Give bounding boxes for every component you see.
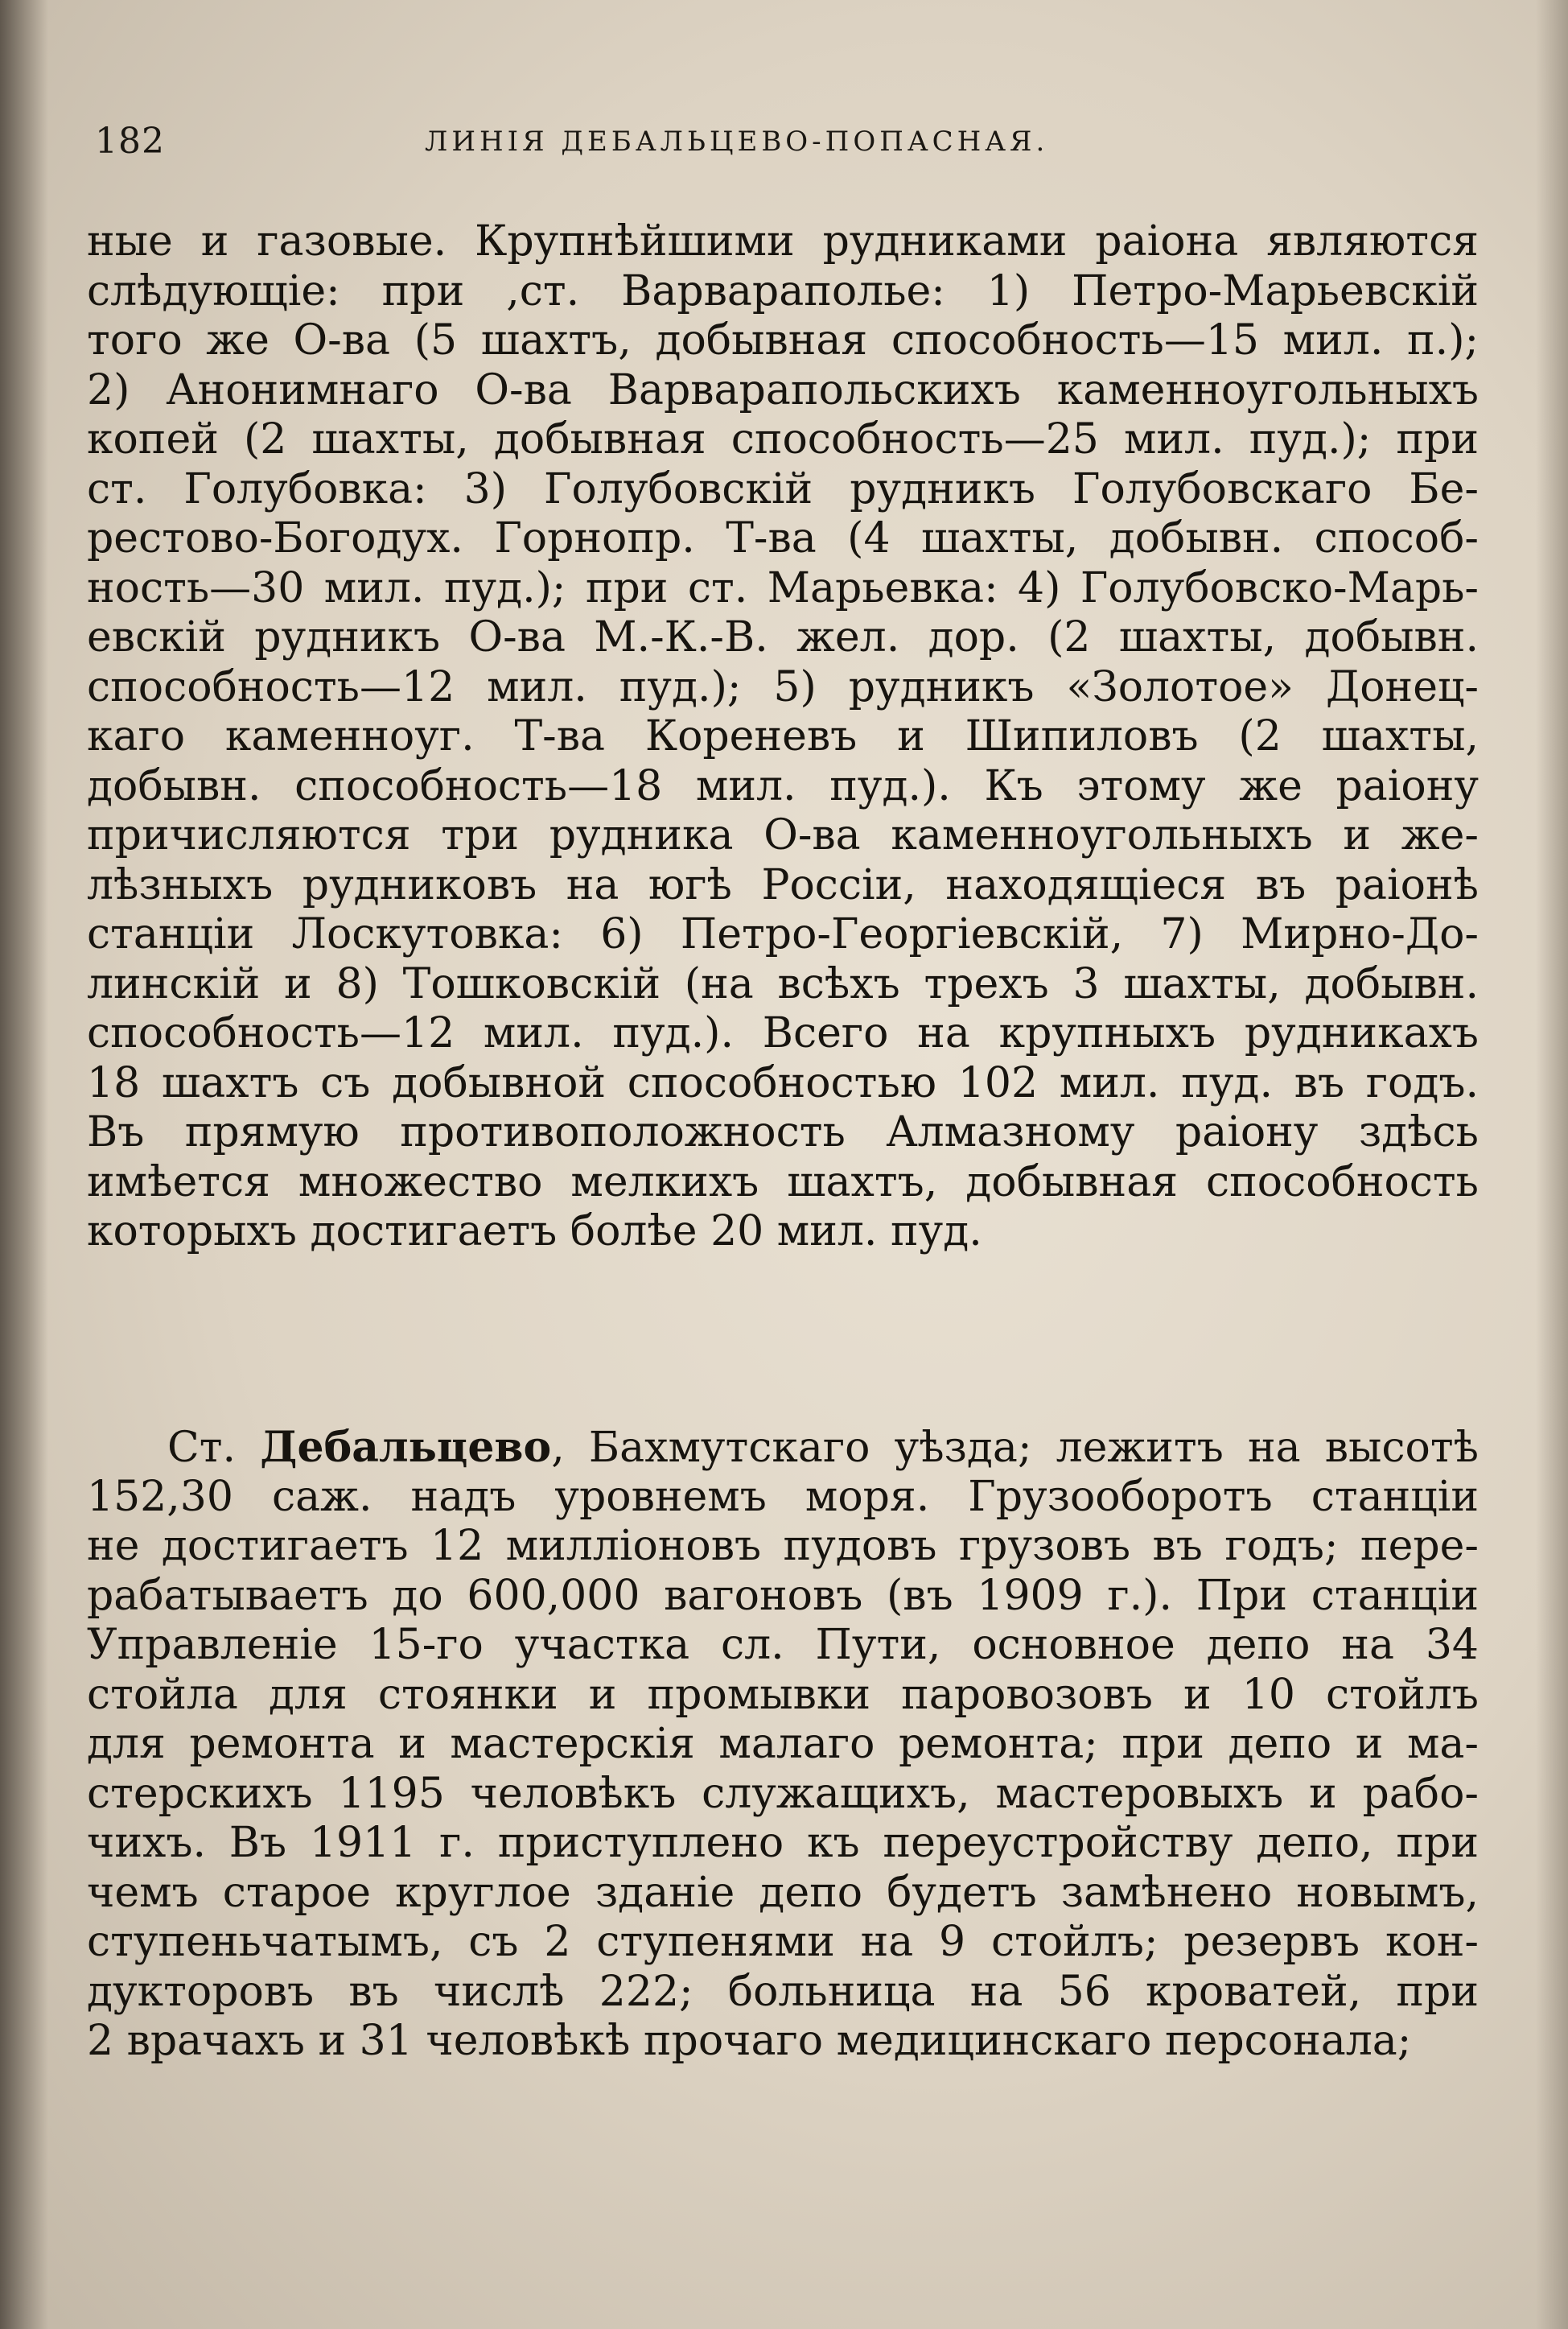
text-line: Управленіе 15-го участка сл. Пути, основное депо на 34 (87, 1621, 1479, 1669)
text-line: 2) Анонимнаго О-ва Варварапольскихъ каменноугольныхъ (87, 365, 1479, 414)
text-line: Въ прямую противоположность Алмазному раіону здѣсь (87, 1108, 1479, 1156)
text-line: линскій и 8) Тошковскій (на всѣхъ трехъ 3 шахты, добывн. (87, 959, 1479, 1008)
text-line: чихъ. Въ 1911 г. приступлено къ переустройству депо, при (87, 1819, 1479, 1867)
text-line: лѣзныхъ рудниковъ на югѣ Россіи, находящіеся въ раіонѣ (87, 860, 1479, 909)
text-line: способность—12 мил. пуд.). Всего на крупныхъ рудникахъ (87, 1009, 1479, 1057)
text-line: 18 шахтъ съ добывной способностью 102 мил. пуд. въ годъ. (87, 1058, 1479, 1107)
running-title: ЛИНІЯ ДЕБАЛЬЦЕВО-ПОПАСНАЯ. (425, 126, 1049, 158)
text-line: рестово-Богодух. Горнопр. Т-ва (4 шахты, добывн. способ- (87, 514, 1479, 563)
text-line-first (87, 1423, 1479, 1473)
station-prefix: Ст. (167, 1424, 261, 1472)
text-line: того же О-ва (5 шахтъ, добывная способность—15 мил. п.); (87, 316, 1479, 365)
station-name: Дебальцево (260, 1423, 552, 1472)
text-line: чемъ старое круглое зданіе депо будетъ замѣнено новымъ, (87, 1868, 1479, 1917)
text-line: ность—30 мил. пуд.); при ст. Марьевка: 4) Голубовско-Марь- (87, 563, 1479, 612)
text-line: ные и газовые. Крупнѣйшими рудниками раіона являются (87, 217, 1479, 266)
text-line: которыхъ достигаетъ болѣе 20 мил. пуд. (87, 1207, 982, 1255)
text-line: станціи Лоскутовка: 6) Петро-Георгіевскій, 7) Мирно-До- (87, 910, 1479, 958)
text-line: для ремонта и мастерскія малаго ремонта; при депо и ма- (87, 1720, 1479, 1768)
text-line: стерскихъ 1195 человѣкъ служащихъ, мастеровыхъ и рабо- (87, 1769, 1479, 1818)
text-line: не достигаетъ 12 милліоновъ пудовъ грузовъ въ годъ; пере- (87, 1522, 1479, 1570)
text-line: ступеньчатымъ, съ 2 ступенями на 9 стойлъ; резервъ кон- (87, 1918, 1479, 1966)
station-description: , Бахмутскаго уѣзда; лежитъ на высотѣ (551, 1424, 1479, 1472)
paragraph-debaltsevo (87, 1423, 1479, 2067)
text-line: ст. Голубовка: 3) Голубовскій рудникъ Голубовскаго Бе- (87, 464, 1479, 513)
text-line: способность—12 мил. пуд.); 5) рудникъ «Золотое» Донец- (87, 662, 1479, 711)
text-line: евскій рудникъ О-ва М.-К.-В. жел. дор. (2 шахты, добывн. (87, 613, 1479, 662)
paragraph-mines (87, 217, 1479, 1257)
text-line: слѣдующіе: при ,ст. Варвараполье: 1) Петро-Марьевскій (87, 266, 1479, 315)
text-line: копей (2 шахты, добывная способность—25 мил. пуд.); при (87, 415, 1479, 464)
text-line: рабатываетъ до 600,000 вагоновъ (въ 1909 г.). При станціи (87, 1571, 1479, 1620)
text-line: 2 врачахъ и 31 человѣкѣ прочаго медицинскаго персонала; (87, 2017, 1412, 2065)
text-line: причисляются три рудника О-ва каменноугольныхъ и же- (87, 811, 1479, 859)
text-line: добывн. способность—18 мил. пуд.). Къ этому же раіону (87, 761, 1479, 810)
text-line: дукторовъ въ числѣ 222; больница на 56 кроватей, при (87, 1967, 1479, 2016)
text-line: 152,30 саж. надъ уровнемъ моря. Грузооборотъ станціи (87, 1472, 1479, 1521)
text-line: имѣется множество мелкихъ шахтъ, добывная способность (87, 1157, 1479, 1206)
text-line: каго каменноуг. Т-ва Кореневъ и Шипиловъ (2 шахты, (87, 712, 1479, 761)
page-header (95, 121, 1447, 169)
page-number: 182 (95, 121, 165, 162)
text-line: стойла для стоянки и промывки паровозовъ и 10 стойлъ (87, 1670, 1479, 1719)
